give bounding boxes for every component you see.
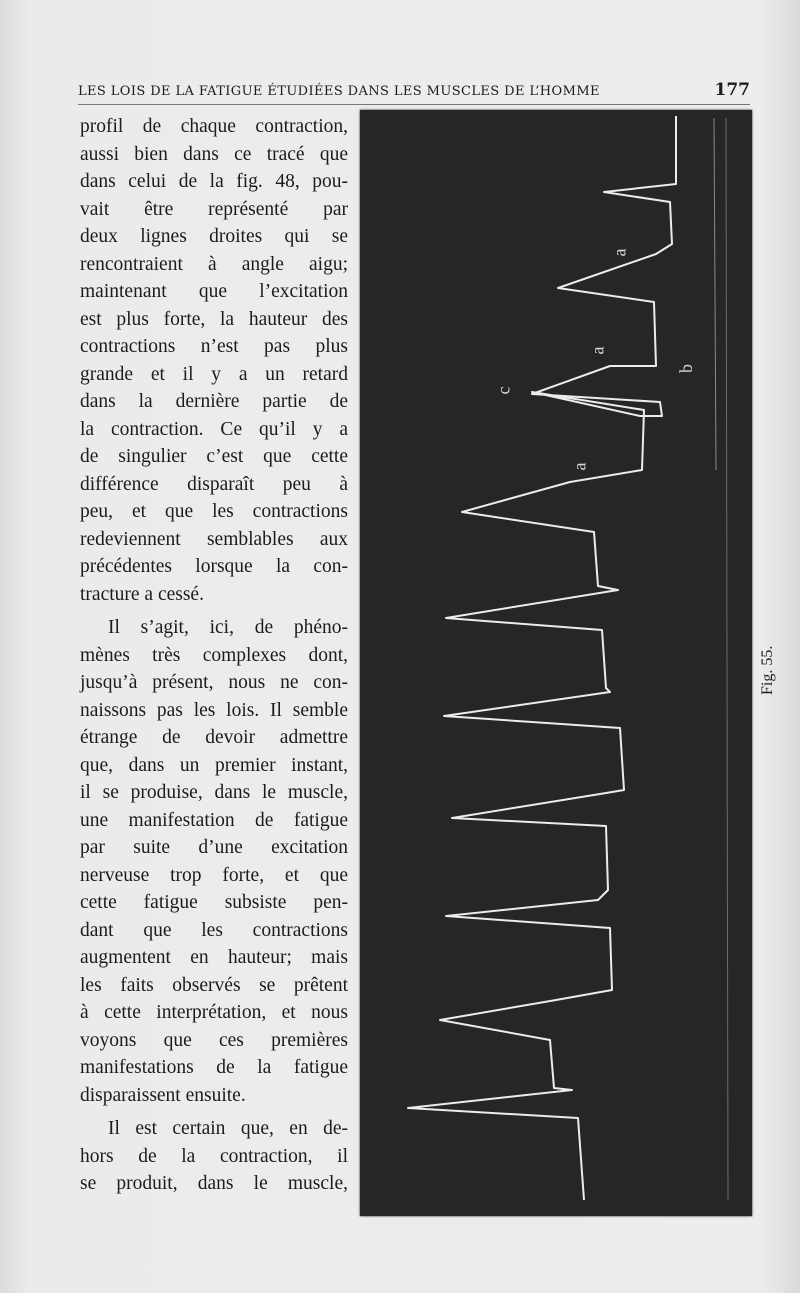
text-line: contractions n’est pas plus: [80, 336, 348, 357]
text-line: disparaissent ensuite.: [80, 1084, 246, 1106]
label-c: c: [493, 386, 514, 395]
baseline-rule: [714, 118, 716, 470]
text-line: Il s’agit, ici, de phéno-: [108, 617, 348, 638]
text-line: différence disparaît peu à: [80, 473, 348, 495]
text-line: à cette interprétation, et nous: [80, 1002, 348, 1023]
baseline-rule: [726, 118, 728, 1200]
ergograph-figure: [360, 110, 752, 1216]
text-line: dans la dernière partie de: [80, 391, 348, 412]
text-line: se produit, dans le muscle,: [80, 1173, 348, 1194]
text-line: maintenant que l’excitation: [80, 281, 348, 302]
text-line: rencontraient à angle aigu;: [80, 253, 348, 275]
text-line: manifestations de la fatigue: [80, 1057, 348, 1078]
text-line: la contraction. Ce qu’il y a: [80, 418, 348, 440]
text-line: de singulier c’est que cette: [80, 446, 348, 467]
text-line: cette fatigue subsiste pen-: [80, 892, 348, 913]
label-b: b: [676, 364, 696, 373]
ergogram-trace: [408, 116, 676, 1200]
text-line: grande et il y a un retard: [80, 363, 348, 385]
running-title: LES LOIS DE LA FATIGUE ÉTUDIÉES DANS LES MUSCLES DE L’HOMME: [78, 84, 600, 99]
text-line: naissons pas les lois. Il semble: [80, 699, 348, 721]
ergograph-trace-svg: [360, 110, 752, 1216]
text-line: redeviennent semblables aux: [80, 528, 348, 550]
text-line: voyons que ces premières: [80, 1029, 348, 1051]
text-line: par suite d’une excitation: [80, 837, 348, 858]
text-line: peu, et que les contractions: [80, 501, 348, 522]
text-line: il se produise, dans le muscle,: [80, 782, 348, 803]
text-line: deux lignes droites qui se: [80, 226, 348, 247]
text-line: tracture a cessé.: [80, 583, 204, 605]
text-line: hors de la contraction, il: [80, 1145, 348, 1167]
label-a-middle: a: [587, 346, 608, 355]
text-line: précédentes lorsque la con-: [80, 556, 348, 577]
text-line: jusqu’à présent, nous ne con-: [80, 672, 348, 693]
body-text-column: [80, 113, 348, 1198]
text-line: augmentent en hauteur; mais: [80, 947, 348, 968]
label-a-upper: a: [609, 248, 630, 257]
page-number: 177: [714, 80, 750, 100]
text-line: Il est certain que, en de-: [108, 1118, 348, 1139]
figure-caption: [752, 630, 782, 695]
text-line: aussi bien dans ce tracé que: [80, 143, 348, 165]
text-line: que, dans un premier instant,: [80, 754, 348, 776]
text-line: une manifestation de fatigue: [80, 809, 348, 831]
running-head: [78, 80, 750, 105]
text-line: nerveuse trop forte, et que: [80, 864, 348, 886]
text-line: dans celui de la fig. 48, pou-: [80, 171, 348, 192]
text-line: profil de chaque contraction,: [80, 116, 348, 137]
text-line: mènes très complexes dont,: [80, 644, 348, 666]
text-line: les faits observés se prêtent: [80, 974, 348, 996]
text-line: est plus forte, la hauteur des: [80, 308, 348, 330]
text-line: vait être représenté par: [80, 198, 348, 220]
label-a-lower: a: [569, 462, 590, 471]
text-line: dant que les contractions: [80, 919, 348, 941]
figure-caption-text: Fig. 55.: [759, 645, 776, 695]
text-line: étrange de devoir admettre: [80, 727, 348, 748]
